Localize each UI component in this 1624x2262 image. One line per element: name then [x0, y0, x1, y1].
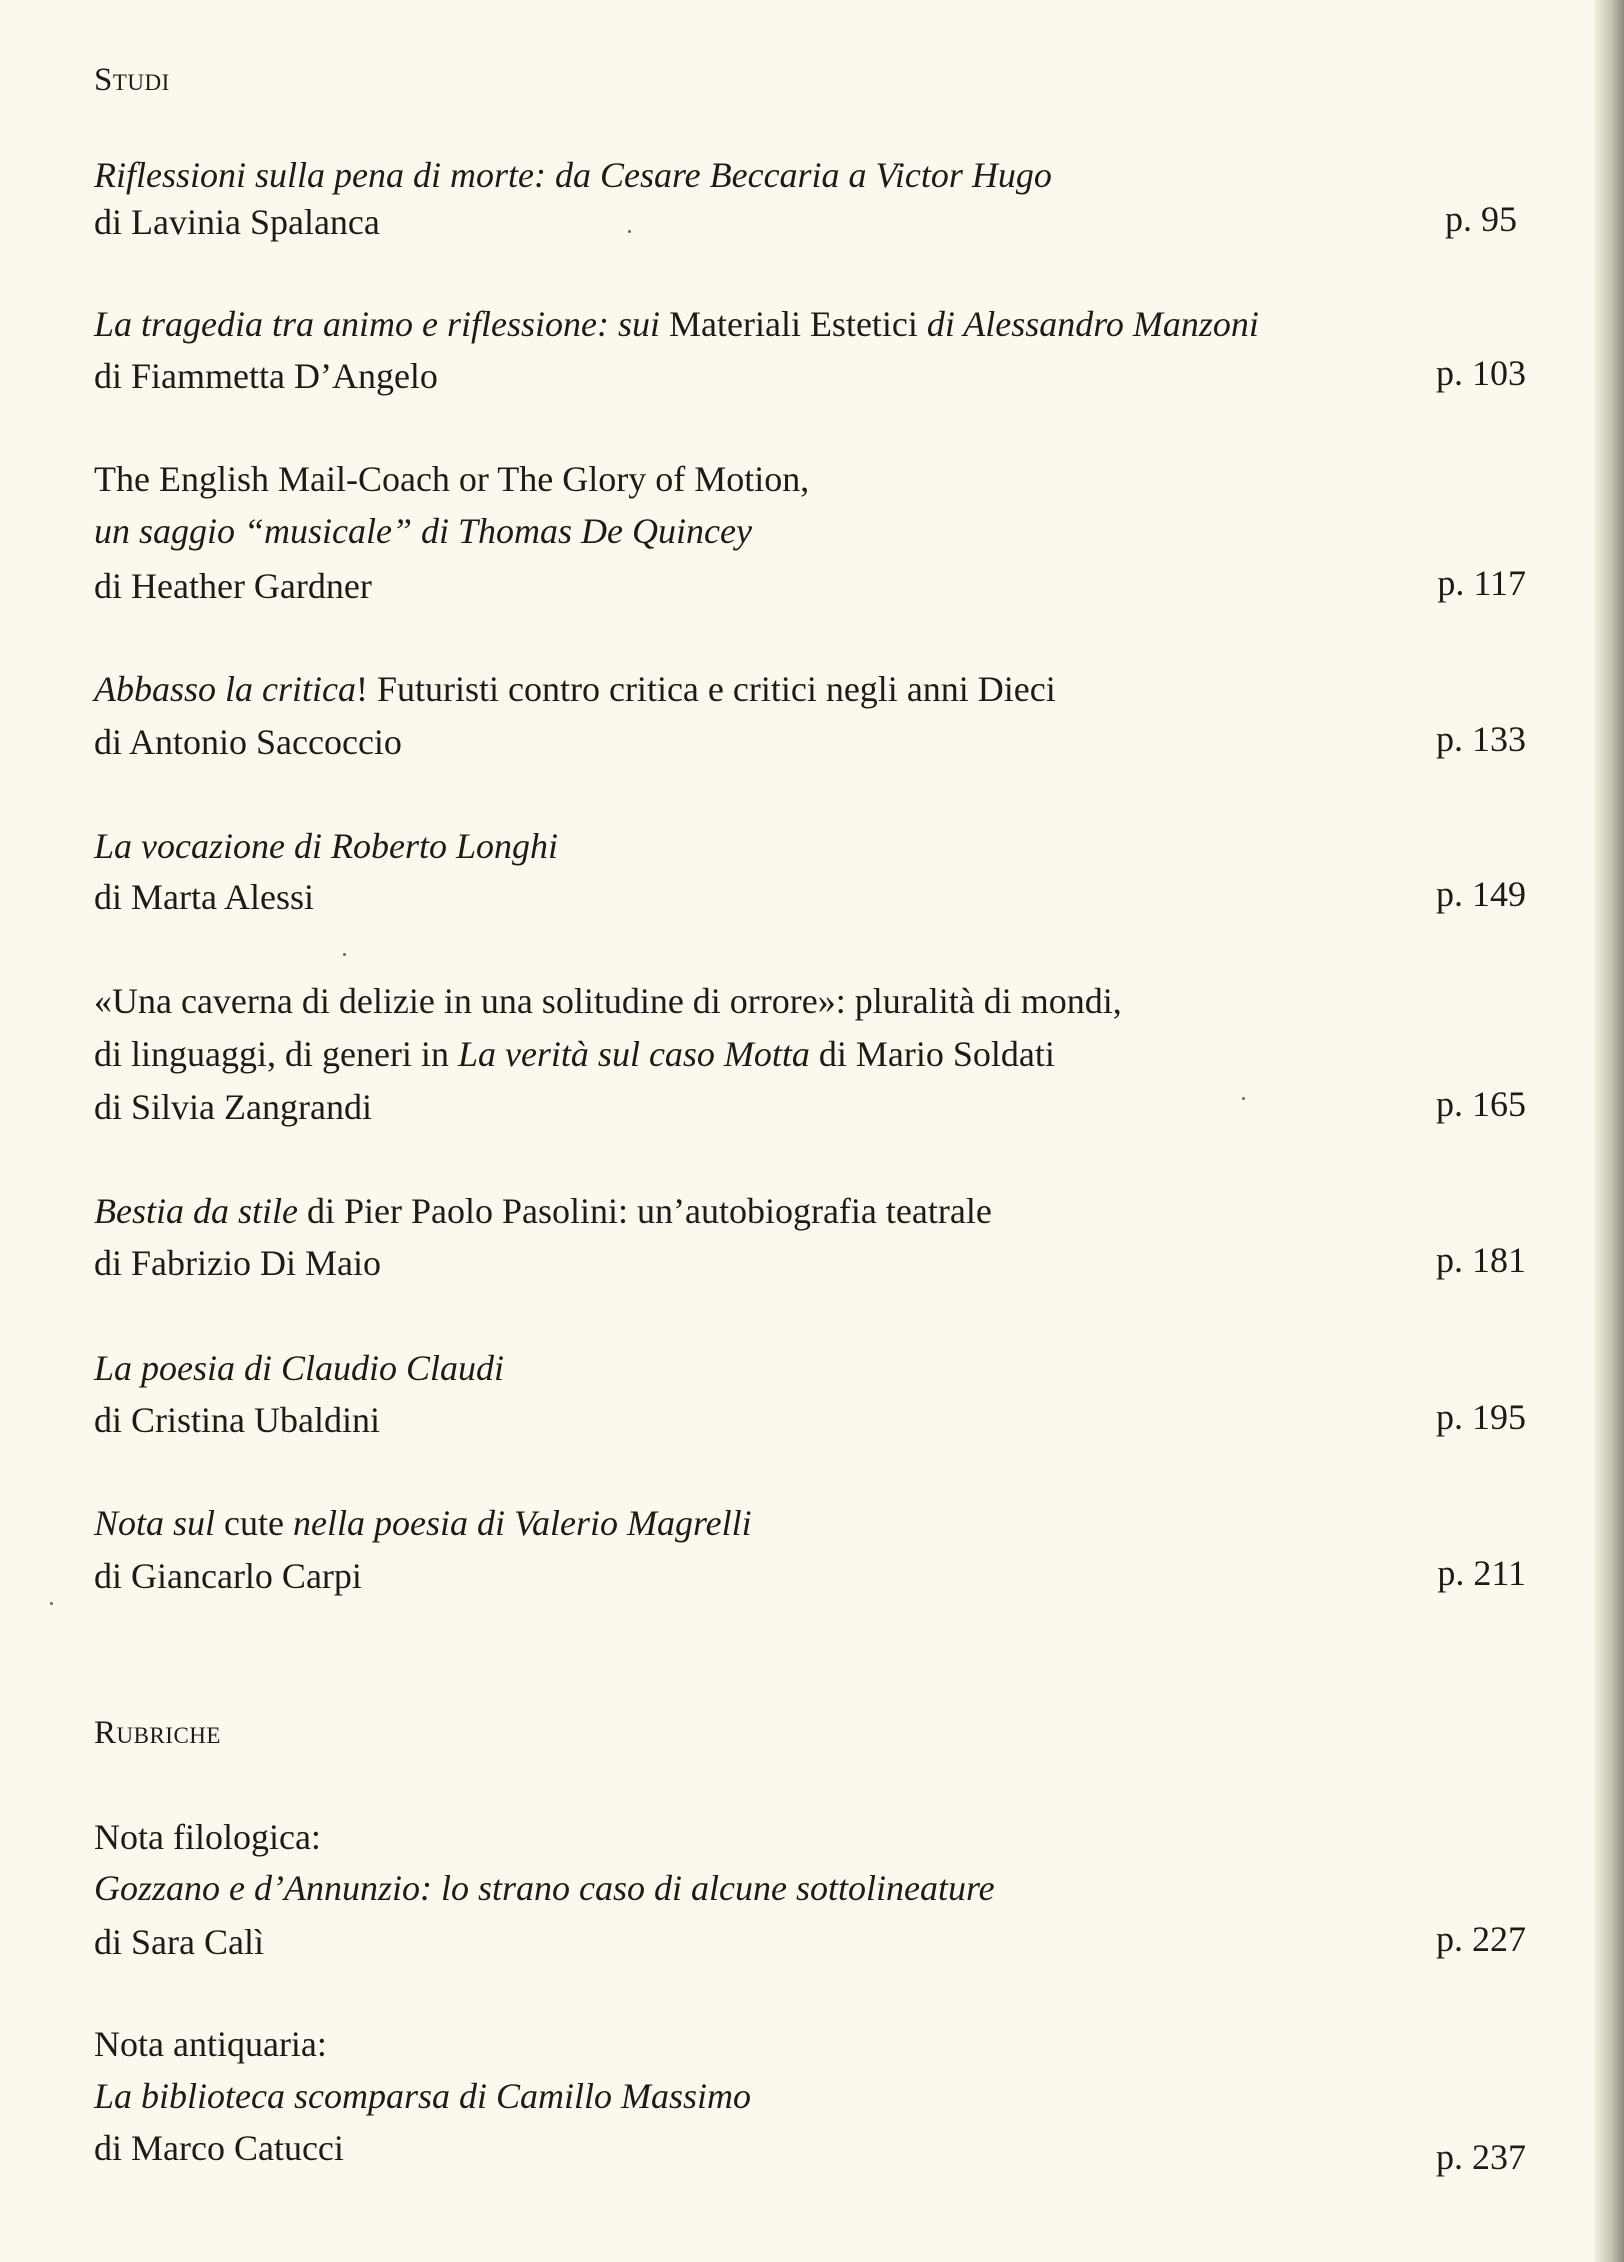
- entry-author: di Antonio Saccoccio: [94, 722, 402, 762]
- entry-title-part: di linguaggi, di generi in: [94, 1034, 449, 1074]
- entry-page: p. 195: [1436, 1397, 1526, 1437]
- entry-page: p. 133: [1436, 719, 1526, 759]
- entry-title-line: un saggio “musicale” di Thomas De Quincey: [94, 511, 752, 551]
- entry-title-part: La verità sul caso Motta: [457, 1034, 810, 1074]
- section-heading-rubriche: [94, 1715, 221, 1752]
- section-heading-rubriche-text: Rubriche: [94, 1715, 221, 1751]
- entry-title: [94, 669, 1056, 709]
- entry-page: p. 227: [1436, 1919, 1526, 1959]
- entry-title-line: The English Mail-Coach or The Glory of Motion,: [94, 459, 810, 499]
- entry-title-part: di Mario Soldati: [818, 1034, 1055, 1074]
- entry-title-part: La tragedia tra animo e riflessione: sui: [94, 304, 660, 344]
- entry-title: Gozzano e d’Annunzio: lo strano caso di alcune sottolineature: [94, 1868, 995, 1908]
- entry-title-part: di Pier Paolo Pasolini: un’autobiografia teatrale: [306, 1191, 992, 1231]
- entry-author: di Marta Alessi: [94, 877, 314, 917]
- paper-speck: [343, 953, 346, 956]
- entry-title: [94, 1503, 752, 1543]
- entry-title: La vocazione di Roberto Longhi: [94, 826, 558, 866]
- entry-title: La biblioteca scomparsa di Camillo Massimo: [94, 2076, 752, 2116]
- entry-title-line: [94, 1034, 1055, 1074]
- entry-title: [94, 304, 1259, 344]
- paper-speck: [50, 1602, 53, 1605]
- entry-author: di Marco Catucci: [94, 2128, 344, 2168]
- entry-title-part: nella poesia di Valerio Magrelli: [293, 1503, 752, 1543]
- entry-page: p. 117: [1437, 563, 1526, 603]
- entry-page: p. 181: [1436, 1240, 1526, 1280]
- entry-author: di Fabrizio Di Maio: [94, 1243, 381, 1283]
- entry-title-line: «Una caverna di delizie in una solitudine di orrore»: pluralità di mondi,: [94, 981, 1122, 1021]
- entry-page: p. 165: [1436, 1084, 1526, 1124]
- entry-author: di Heather Gardner: [94, 566, 372, 606]
- entry-title: [94, 1191, 992, 1231]
- entry-title-part: ! Futuristi contro critica e critici negli anni Dieci: [355, 669, 1056, 709]
- entry-page: p. 211: [1437, 1553, 1526, 1593]
- section-heading-studi: [94, 62, 170, 99]
- entry-author: di Fiammetta D’Angelo: [94, 356, 438, 396]
- entry-page: p. 237: [1436, 2137, 1526, 2177]
- paper-speck: [1242, 1097, 1245, 1100]
- book-spine-shadow: [1594, 0, 1624, 2262]
- entry-title-part: Bestia da stile: [94, 1191, 298, 1231]
- entry-title-part: Materiali Estetici: [669, 304, 918, 344]
- entry-author: di Lavinia Spalanca: [94, 202, 380, 242]
- entry-title: La poesia di Claudio Claudi: [94, 1348, 505, 1388]
- rubric-heading: Nota antiquaria:: [94, 2024, 327, 2064]
- entry-title: Riflessioni sulla pena di morte: da Cesare Beccaria a Victor Hugo: [94, 155, 1052, 195]
- entry-title-part: Abbasso la critica: [94, 669, 356, 709]
- entry-title-part: di Alessandro Manzoni: [926, 304, 1259, 344]
- entry-author: di Cristina Ubaldini: [94, 1400, 380, 1440]
- entry-page: p. 95: [1445, 199, 1517, 239]
- entry-author: di Giancarlo Carpi: [94, 1556, 362, 1596]
- entry-title-part: Nota sul: [94, 1503, 216, 1543]
- rubric-heading: Nota filologica:: [94, 1817, 321, 1857]
- entry-title-part: cute: [224, 1503, 284, 1543]
- entry-author: di Silvia Zangrandi: [94, 1087, 372, 1127]
- entry-page: p. 149: [1436, 874, 1526, 914]
- section-heading-studi-text: Studi: [94, 62, 170, 98]
- paper-speck: [628, 230, 631, 233]
- entry-page: p. 103: [1436, 353, 1526, 393]
- entry-author: di Sara Calì: [94, 1922, 264, 1962]
